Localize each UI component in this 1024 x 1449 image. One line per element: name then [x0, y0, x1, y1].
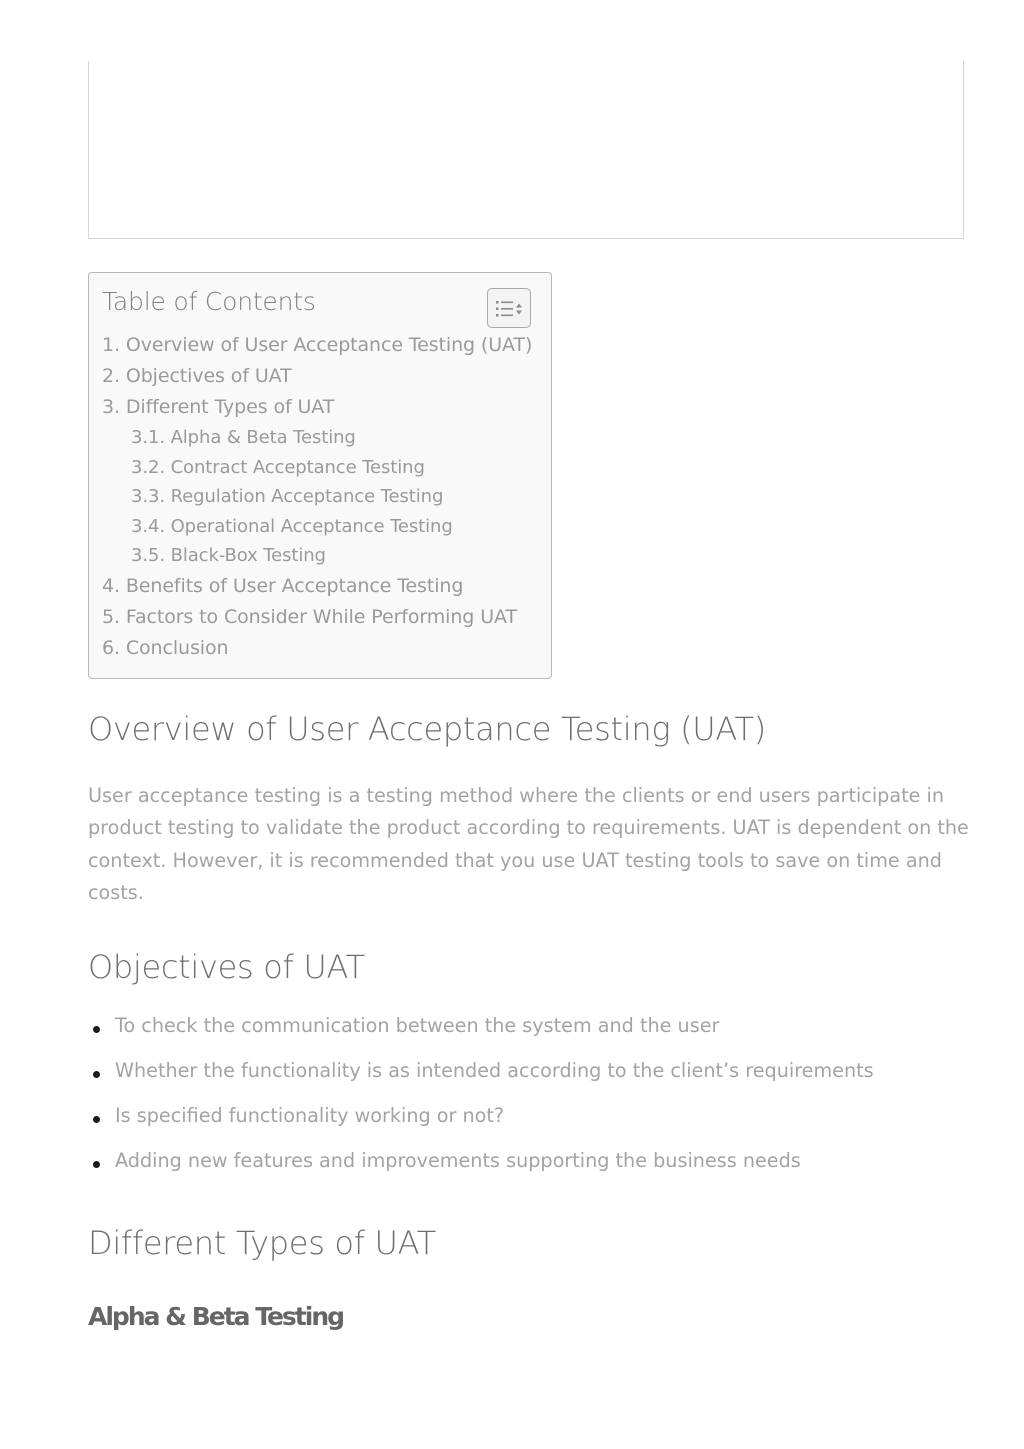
list-item-text: Is specified functionality working or not? — [115, 1104, 505, 1127]
overview-paragraph: User acceptance testing is a testing method where the clients or end users participate in product testing to validate the product according to requirements. UAT is dependent on the context. However, it is recommended that you use UAT testing tools to save on time and costs. — [88, 784, 969, 904]
list-item-text: Whether the functionality is as intended according to the client’s requirements — [115, 1059, 874, 1082]
bullet-dot-icon — [93, 1026, 100, 1033]
list-item-text: Adding new features and improvements supporting the business needs — [115, 1149, 801, 1172]
list-toggle-icon — [496, 300, 524, 318]
bullet-dot-icon — [93, 1071, 100, 1078]
toc-item-contract[interactable]: 3.2. Contract Acceptance Testing — [131, 457, 425, 478]
objectives-heading: Objectives of UAT — [88, 948, 365, 986]
embedded-content-frame — [88, 61, 964, 239]
bullet-dot-icon — [93, 1161, 100, 1168]
list-item — [88, 1014, 874, 1059]
toc-item-overview[interactable]: 1. Overview of User Acceptance Testing (UAT) — [102, 334, 533, 356]
table-of-contents — [88, 272, 552, 679]
types-heading: Different Types of UAT — [88, 1224, 437, 1262]
list-item — [88, 1059, 874, 1104]
toc-item-black-box[interactable]: 3.5. Black-Box Testing — [131, 545, 326, 566]
list-item — [88, 1149, 874, 1194]
toc-item-factors[interactable]: 5. Factors to Consider While Performing UAT — [102, 606, 517, 628]
objectives-list — [88, 1014, 874, 1194]
toc-item-alpha-beta[interactable]: 3.1. Alpha & Beta Testing — [131, 427, 356, 448]
toc-item-objectives[interactable]: 2. Objectives of UAT — [102, 365, 292, 387]
bullet-dot-icon — [93, 1116, 100, 1123]
toc-item-types[interactable]: 3. Different Types of UAT — [102, 396, 335, 418]
toc-toggle-button[interactable] — [487, 288, 531, 328]
list-item — [88, 1104, 874, 1149]
toc-title: Table of Contents — [102, 287, 316, 316]
toc-item-benefits[interactable]: 4. Benefits of User Acceptance Testing — [102, 575, 464, 597]
overview-heading: Overview of User Acceptance Testing (UAT) — [88, 710, 766, 748]
toc-item-conclusion[interactable]: 6. Conclusion — [102, 637, 229, 659]
toc-item-regulation[interactable]: 3.3. Regulation Acceptance Testing — [131, 486, 444, 507]
toc-item-operational[interactable]: 3.4. Operational Acceptance Testing — [131, 516, 453, 537]
alpha-beta-subheading: Alpha & Beta Testing — [88, 1302, 344, 1331]
list-item-text: To check the communication between the system and the user — [115, 1014, 720, 1037]
